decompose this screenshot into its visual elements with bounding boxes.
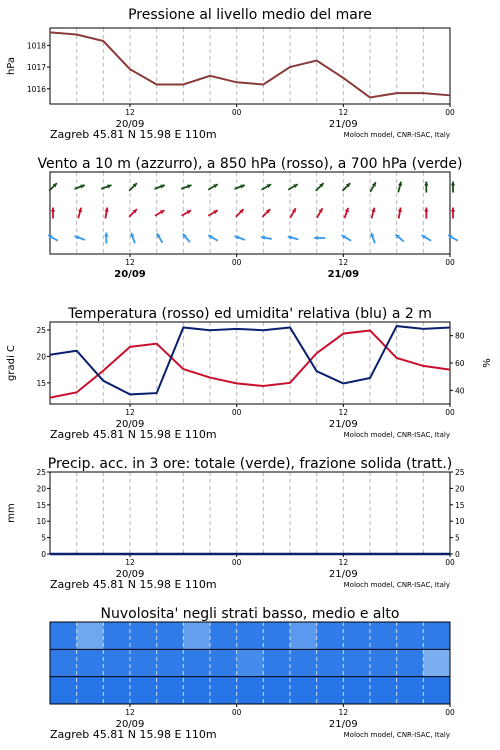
cloud-cell-medio <box>183 649 210 676</box>
wind-arrow-head-850 <box>51 208 55 212</box>
cloud-cell-medio <box>370 649 397 676</box>
chart-title: Temperatura (rosso) ed umidita' relativa (blu) a 2 m <box>68 306 432 322</box>
date-label: 21/09 <box>328 569 358 580</box>
x-tick-label: 12 <box>125 558 135 567</box>
x-tick-label: 12 <box>125 258 135 267</box>
date-label: 20/09 <box>115 569 145 580</box>
model-credit: Moloch model, CNR-ISAC, Italy <box>343 731 450 739</box>
y-tick-label: 20 <box>36 484 46 494</box>
y-tick-label-right: 20 <box>455 484 465 494</box>
cloud-cell-medio <box>343 649 370 676</box>
cloud-cell-basso <box>77 677 104 704</box>
date-label: 21/09 <box>328 719 358 730</box>
y-axis-label: hPa <box>6 56 17 76</box>
y-tick-label-right: 10 <box>455 517 465 527</box>
location-label: Zagreb 45.81 N 15.98 E 110m <box>50 128 217 141</box>
cloud-cell-basso <box>343 677 370 704</box>
x-tick-label: 00 <box>445 558 455 567</box>
y-tick-label-right: 60 <box>455 359 465 368</box>
cloud-cell-alto <box>237 622 264 649</box>
location-label: Zagreb 45.81 N 15.98 E 110m <box>50 428 217 441</box>
location-label: Zagreb 45.81 N 15.98 E 110m <box>50 728 217 741</box>
wind-arrow-head-700 <box>424 182 428 186</box>
cloud-cell-medio <box>397 649 424 676</box>
chart-title: Precip. acc. in 3 ore: totale (verde), frazione solida (tratt.) <box>47 456 453 472</box>
x-tick-label: 12 <box>338 408 349 417</box>
x-tick-label: 00 <box>231 408 242 417</box>
cloud-cell-alto <box>263 622 290 649</box>
cloud-cell-alto <box>290 622 317 649</box>
cloud-cell-alto <box>77 622 104 649</box>
x-tick-label: 12 <box>338 708 349 717</box>
date-label: 20/09 <box>115 719 145 730</box>
x-tick-label: 00 <box>231 558 242 567</box>
cloud-cell-basso <box>130 677 157 704</box>
cloud-cell-medio <box>237 649 264 676</box>
cloudiness-chart <box>50 606 455 741</box>
x-tick-label: 00 <box>445 708 455 717</box>
precipitation-chart <box>6 456 465 591</box>
cloud-cell-basso <box>263 677 290 704</box>
plot-frame <box>50 28 450 104</box>
cloud-cell-basso <box>103 677 130 704</box>
x-tick-label: 00 <box>231 708 242 717</box>
y-tick-label: 1016 <box>26 84 46 94</box>
wind-arrow-head-10m <box>314 236 318 240</box>
y-axis-label: mm <box>6 503 17 523</box>
cloud-cell-alto <box>423 622 450 649</box>
x-tick-label: 00 <box>445 408 455 417</box>
cloud-cell-alto <box>130 622 157 649</box>
plot-frame <box>50 472 450 554</box>
cloud-cell-alto <box>210 622 237 649</box>
cloud-cell-basso <box>157 677 184 704</box>
y-tick-label-right: 25 <box>455 468 465 477</box>
location-label: Zagreb 45.81 N 15.98 E 110m <box>50 578 217 591</box>
y-tick-label: 15 <box>36 378 46 388</box>
y-axis-label-right: % <box>482 358 493 368</box>
cloud-cell-basso <box>317 677 344 704</box>
date-label: 21/09 <box>328 119 358 130</box>
cloud-cell-basso <box>397 677 424 704</box>
cloud-cell-basso <box>183 677 210 704</box>
chart-title: Nuvolosita' negli strati basso, medio e alto <box>100 606 400 622</box>
x-tick-label: 12 <box>338 108 349 117</box>
cloud-cell-alto <box>157 622 184 649</box>
cloud-cell-basso <box>423 677 450 704</box>
cloud-cell-medio <box>210 649 237 676</box>
model-credit: Moloch model, CNR-ISAC, Italy <box>343 131 450 139</box>
pressure-line <box>50 32 450 97</box>
y-tick-label: 0 <box>41 550 46 559</box>
wind-arrow-head-850 <box>451 208 455 212</box>
cloud-cell-alto <box>317 622 344 649</box>
chart-title: Vento a 10 m (azzurro), a 850 hPa (rosso), a 700 hPa (verde) <box>37 156 463 172</box>
cloud-cell-medio <box>77 649 104 676</box>
cloud-cell-medio <box>103 649 130 676</box>
cloud-cell-alto <box>103 622 130 649</box>
x-tick-label: 12 <box>338 558 349 567</box>
wind-arrow-head-10m <box>104 233 108 237</box>
cloud-cell-medio <box>317 649 344 676</box>
wind-arrow-head-850 <box>424 208 428 212</box>
cloud-cell-basso <box>370 677 397 704</box>
x-tick-label: 12 <box>338 258 349 267</box>
cloud-cell-alto <box>50 622 77 649</box>
x-tick-label: 12 <box>125 708 135 717</box>
y-tick-label: 15 <box>36 500 46 510</box>
cloud-cell-alto <box>343 622 370 649</box>
x-tick-label: 12 <box>125 408 135 417</box>
model-credit: Moloch model, CNR-ISAC, Italy <box>343 581 450 589</box>
cloud-cell-medio <box>263 649 290 676</box>
x-tick-label: 00 <box>231 258 242 267</box>
x-tick-label: 12 <box>125 108 135 117</box>
x-tick-label: 00 <box>231 108 242 117</box>
date-label: 20/09 <box>115 419 145 430</box>
y-tick-label-right: 80 <box>455 331 465 341</box>
y-tick-label: 5 <box>41 533 46 543</box>
y-tick-label-right: 15 <box>455 500 465 510</box>
cloud-cell-alto <box>183 622 210 649</box>
cloud-cell-basso <box>290 677 317 704</box>
y-tick-label: 25 <box>36 468 46 477</box>
model-credit: Moloch model, CNR-ISAC, Italy <box>343 431 450 439</box>
cloud-cell-medio <box>130 649 157 676</box>
date-label: 21/09 <box>327 269 360 280</box>
y-tick-label: 10 <box>36 517 46 527</box>
cloud-cell-alto <box>397 622 424 649</box>
y-tick-label: 1018 <box>26 41 46 51</box>
x-tick-label: 00 <box>445 108 455 117</box>
y-axis-label: gradi C <box>6 345 17 381</box>
date-label: 20/09 <box>115 119 145 130</box>
y-tick-label: 1017 <box>26 63 46 73</box>
plot-frame <box>50 322 450 404</box>
wind-arrow-head-700 <box>451 182 455 186</box>
y-tick-label: 20 <box>36 352 46 362</box>
cloud-cell-medio <box>50 649 77 676</box>
chart-title: Pressione al livello medio del mare <box>128 7 372 23</box>
cloud-cell-medio <box>290 649 317 676</box>
temperature-humidity-chart <box>6 306 493 441</box>
cloud-cell-basso <box>210 677 237 704</box>
y-tick-label-right: 0 <box>455 550 460 559</box>
cloud-cell-medio <box>157 649 184 676</box>
y-tick-label-right: 40 <box>455 386 465 396</box>
wind-chart <box>37 156 462 280</box>
pressure-chart <box>6 7 455 141</box>
date-label: 21/09 <box>328 419 358 430</box>
plot-frame <box>50 172 450 254</box>
cloud-cell-medio <box>423 649 450 676</box>
cloud-cell-basso <box>50 677 77 704</box>
cloud-cell-basso <box>237 677 264 704</box>
y-tick-label-right: 5 <box>455 533 460 543</box>
x-tick-label: 00 <box>445 258 455 267</box>
date-label: 20/09 <box>114 269 146 280</box>
cloud-cell-alto <box>370 622 397 649</box>
y-tick-label: 25 <box>36 325 46 335</box>
